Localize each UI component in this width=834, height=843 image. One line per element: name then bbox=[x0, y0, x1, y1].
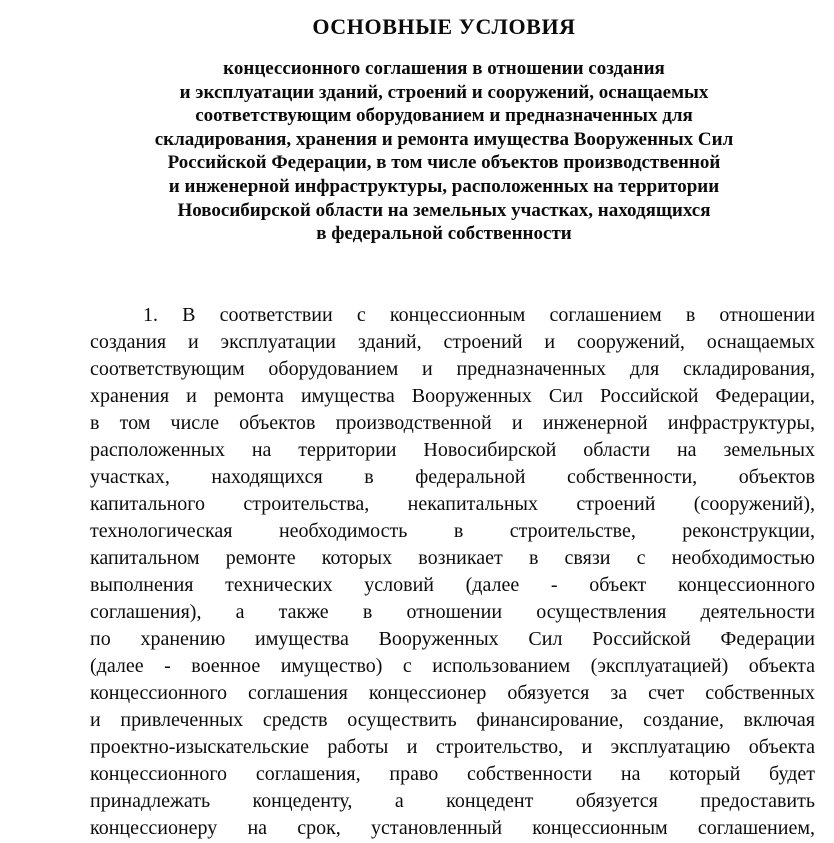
body-text-line: расположенных на территории Новосибирской области на земельных bbox=[90, 438, 815, 461]
body-text-line: соответствующим оборудованием и предназначенных для складирования, bbox=[90, 357, 815, 380]
body-text-line: 1. В соответствии с концессионным соглашением в отношении bbox=[143, 303, 815, 326]
subtitle-line: Российской Федерации, в том числе объектов производственной bbox=[167, 152, 721, 174]
paragraph-1 bbox=[90, 302, 815, 842]
subtitle-line: и эксплуатации зданий, строений и сооружений, оснащаемых bbox=[179, 81, 709, 103]
body-text-line: создания и эксплуатации зданий, строений и сооружений, оснащаемых bbox=[90, 330, 815, 353]
document-header bbox=[0, 0, 834, 246]
subtitle-line: и инженерной инфраструктуры, расположенных на территории bbox=[168, 175, 720, 197]
body-text-line: участках, находящихся в федеральной собственности, объектов bbox=[90, 465, 815, 488]
document-title: ОСНОВНЫЕ УСЛОВИЯ bbox=[312, 14, 576, 39]
subtitle-line: в федеральной собственности bbox=[316, 223, 572, 245]
subtitle-line: складирования, хранения и ремонта имущества Вооруженных Сил bbox=[154, 128, 734, 150]
body-text-line: капитальном ремонте которых возникает в связи с необходимостью bbox=[90, 546, 815, 569]
body-text-line: и привлеченных средств осуществить финансирование, создание, включая bbox=[90, 708, 815, 731]
body-text-line: по хранению имущества Вооруженных Сил Российской Федерации bbox=[90, 627, 815, 650]
body-text-line: технологическая необходимость в строительстве, реконструкции, bbox=[90, 519, 815, 542]
body-text-line: выполнения технических условий (далее - объект концессионного bbox=[90, 573, 815, 596]
body-text-line: принадлежать концеденту, а концедент обязуется предоставить bbox=[90, 789, 815, 812]
body-text-line: концессионного соглашения концессионер обязуется за счет собственных bbox=[90, 681, 815, 704]
body-text-line: проектно-изыскательские работы и строительство, и эксплуатацию объекта bbox=[90, 735, 815, 758]
body-text-line: капитального строительства, некапитальных строений (сооружений), bbox=[90, 492, 815, 515]
document-subtitle bbox=[90, 57, 798, 246]
body-text-line: хранения и ремонта имущества Вооруженных Сил Российской Федерации, bbox=[90, 384, 815, 407]
subtitle-line: Новосибирской области на земельных участках, находящихся bbox=[177, 199, 711, 221]
body-text-line: в том числе объектов производственной и инженерной инфраструктуры, bbox=[90, 411, 815, 434]
body-text-line: (далее - военное имущество) с использованием (эксплуатацией) объекта bbox=[90, 654, 815, 677]
document-body bbox=[0, 302, 834, 842]
body-text-line: концессионного соглашения, право собственности на который будет bbox=[90, 762, 815, 785]
body-text-line: соглашения), а также в отношении осуществления деятельности bbox=[90, 600, 815, 623]
body-text-line: концессионеру на срок, установленный концессионным соглашением, bbox=[90, 816, 815, 839]
subtitle-line: соответствующим оборудованием и предназначенных для bbox=[195, 105, 693, 127]
subtitle-line: концессионного соглашения в отношении создания bbox=[223, 58, 665, 79]
